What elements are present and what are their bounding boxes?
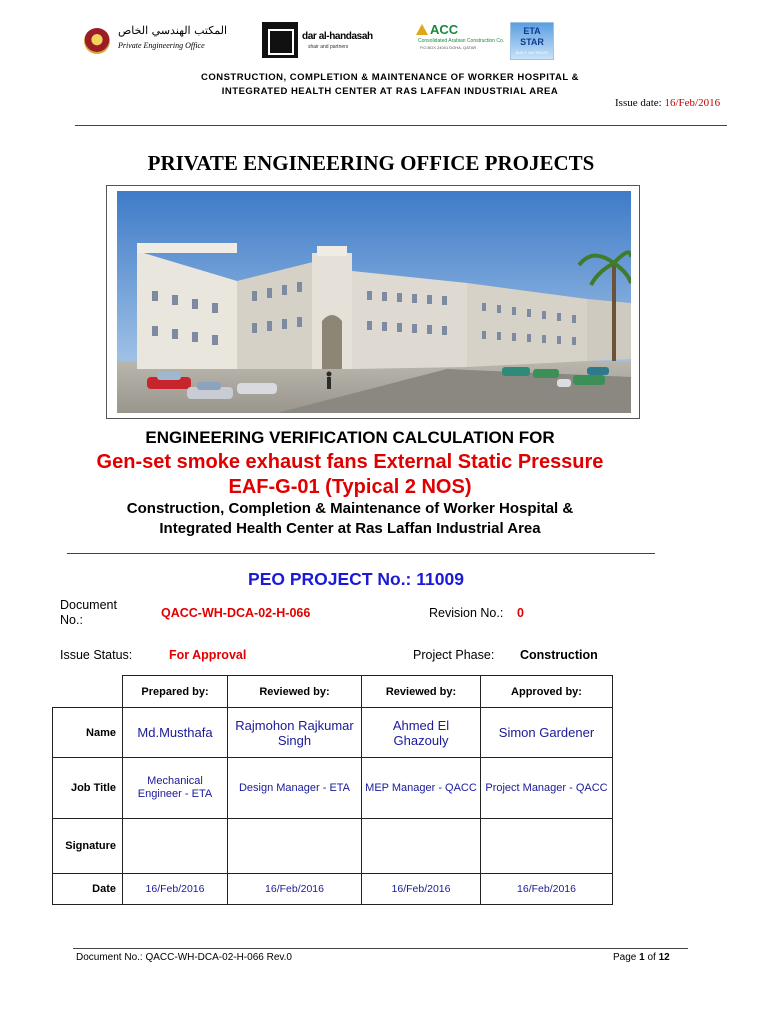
page-label: Page xyxy=(613,952,637,963)
dar-al-handasah-logo xyxy=(262,22,380,58)
eta-logo-line2: STAR xyxy=(520,37,544,47)
signature-cell xyxy=(228,819,362,874)
footer-divider xyxy=(73,948,688,949)
row-label-name: Name xyxy=(53,708,123,758)
revision-value: 0 xyxy=(517,606,524,620)
signature-cell xyxy=(362,819,481,874)
job-title-cell: Design Manager - ETA xyxy=(228,758,362,819)
page-total: 12 xyxy=(658,952,670,963)
job-title-cell: Project Manager - QACC xyxy=(481,758,613,819)
peo-logo-text: Private Engineering Office xyxy=(118,41,205,50)
calc-project-line2: Integrated Health Center at Ras Laffan Industrial Area xyxy=(159,520,541,537)
job-title-cell: MEP Manager - QACC xyxy=(362,758,481,819)
issue-date-value: 16/Feb/2016 xyxy=(664,97,721,109)
dar-logo-mark xyxy=(262,22,298,58)
dar-logo-name: dar al-handasah xyxy=(302,31,373,42)
table-row-job-title xyxy=(53,758,613,819)
date-cell: 16/Feb/2016 xyxy=(123,874,228,905)
building-photo-frame xyxy=(106,185,640,419)
signoff-header-row xyxy=(53,676,613,708)
signature-cell xyxy=(123,819,228,874)
project-phase-value: Construction xyxy=(520,648,598,662)
acc-logo xyxy=(412,22,505,58)
name-cell: Ahmed El Ghazouly xyxy=(362,708,481,758)
date-cell: 16/Feb/2016 xyxy=(228,874,362,905)
row-label-job-title: Job Title xyxy=(53,758,123,819)
issue-date xyxy=(615,97,720,109)
page-current: 1 xyxy=(639,952,645,963)
date-cell: 16/Feb/2016 xyxy=(481,874,613,905)
name-cell: Simon Gardener xyxy=(481,708,613,758)
acc-triangle-icon xyxy=(416,24,428,35)
row-label-date: Date xyxy=(53,874,123,905)
page-of: of xyxy=(647,952,656,963)
acc-logo-address: P.O.BOX 24001 DOHA, QATAR xyxy=(420,45,477,50)
issue-date-label: Issue date: xyxy=(615,97,662,109)
eta-logo-sub: BUILT ON TRUST xyxy=(515,50,549,55)
footer-document-ref: Document No.: QACC-WH-DCA-02-H-066 Rev.0 xyxy=(76,952,292,963)
issue-status-value: For Approval xyxy=(169,648,247,662)
document-number-label: Document No.: xyxy=(60,598,117,627)
header-title-line1: CONSTRUCTION, COMPLETION & MAINTENANCE OF WORKER HOSPITAL & xyxy=(200,72,579,83)
peo-emblem-logo xyxy=(84,28,110,54)
calc-subject-line1: Gen-set smoke exhaust fans External Static Pressure xyxy=(96,451,604,473)
header-reviewed-by-1: Reviewed by: xyxy=(228,676,362,708)
eta-logo-line1: ETA xyxy=(523,26,541,36)
header-reviewed-by-2: Reviewed by: xyxy=(362,676,481,708)
acc-logo-sub: Consolidated Arabian Construction Co. xyxy=(418,38,505,44)
section-divider xyxy=(67,553,655,554)
header-prepared-by: Prepared by: xyxy=(123,676,228,708)
table-row-name xyxy=(53,708,613,758)
revision-label: Revision No.: xyxy=(429,606,504,620)
building-photo xyxy=(117,191,631,413)
peo-project-number: PEO PROJECT No.: 11009 xyxy=(248,569,464,589)
calc-project-line1: Construction, Completion & Maintenance of Worker Hospital & xyxy=(126,500,574,517)
header-divider xyxy=(75,125,727,126)
acc-logo-name: ACC xyxy=(430,22,459,37)
signature-cell xyxy=(481,819,613,874)
header-approved-by: Approved by: xyxy=(481,676,613,708)
date-cell: 16/Feb/2016 xyxy=(362,874,481,905)
signoff-table xyxy=(52,675,613,905)
header-title xyxy=(0,71,768,99)
project-phase-label: Project Phase: xyxy=(413,648,495,662)
main-title: PRIVATE ENGINEERING OFFICE PROJECTS xyxy=(147,151,595,175)
document-number-value: QACC-WH-DCA-02-H-066 xyxy=(161,606,311,620)
row-label-signature: Signature xyxy=(53,819,123,874)
name-cell: Md.Musthafa xyxy=(123,708,228,758)
eta-star-logo xyxy=(510,22,554,60)
job-title-cell: Mechanical Engineer - ETA xyxy=(123,758,228,819)
calc-heading: ENGINEERING VERIFICATION CALCULATION FOR xyxy=(145,428,555,447)
table-corner xyxy=(53,676,123,708)
issue-status-label: Issue Status: xyxy=(60,648,133,662)
name-cell: Rajmohon Rajkumar Singh xyxy=(228,708,362,758)
dar-logo-sub: shair and partners xyxy=(308,44,349,50)
table-row-signature xyxy=(53,819,613,874)
calc-subject-line2: EAF-G-01 (Typical 2 NOS) xyxy=(228,476,472,498)
table-row-date xyxy=(53,874,613,905)
peo-arabic-name: المكتب الهندسي الخاص xyxy=(118,24,228,37)
footer-page-number xyxy=(613,952,670,963)
header-title-line2: INTEGRATED HEALTH CENTER AT RAS LAFFAN INDUSTRIAL AREA xyxy=(221,86,559,97)
